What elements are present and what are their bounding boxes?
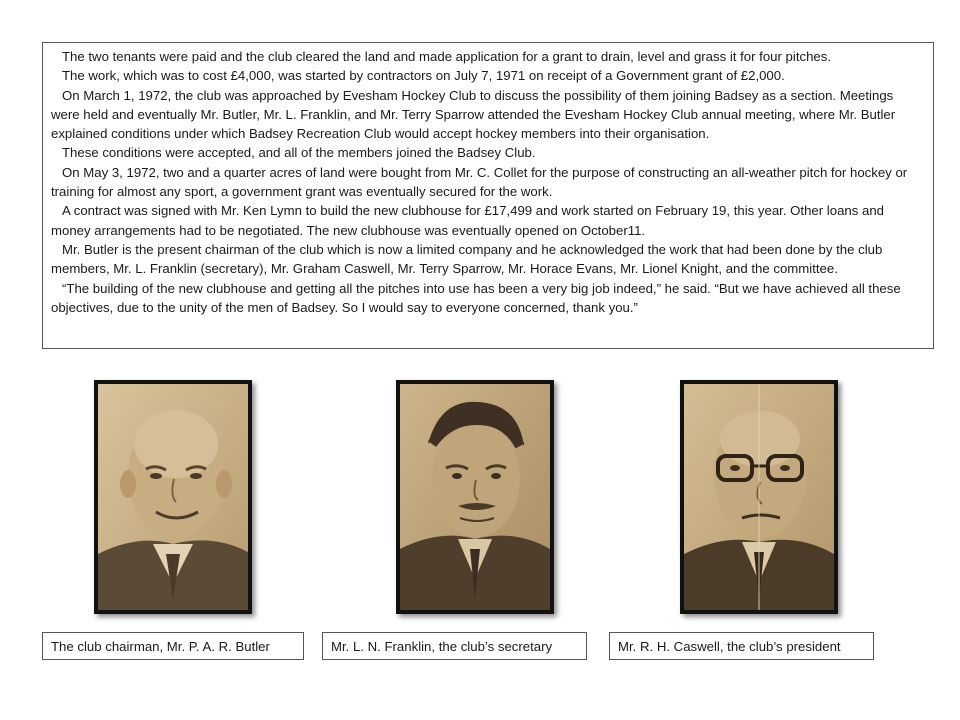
article-paragraph: These conditions were accepted, and all of the members joined the Badsey Club.: [62, 145, 536, 161]
president-portrait-image: [684, 384, 834, 610]
article-paragraph: A contract was signed with Mr. Ken Lymn to build the new clubhouse for £17,499 and work started on February 19, this year. Other loans and money arrangements had to be negotiated. The new clubhouse was eventually opened on October11.: [51, 203, 884, 238]
chairman-caption: The club chairman, Mr. P. A. R. Butler: [42, 632, 304, 660]
secretary-caption: Mr. L. N. Franklin, the club’s secretary: [322, 632, 587, 660]
president-photo: [680, 380, 838, 614]
president-caption: Mr. R. H. Caswell, the club’s president: [609, 632, 874, 660]
chairman-photo: [94, 380, 252, 614]
secretary-portrait-image: [400, 384, 550, 610]
article-paragraph: Mr. Butler is the present chairman of the club which is now a limited company and he acknowledged the work that had been done by the club members, Mr. L. Franklin (secretary), Mr. Graham Caswell, Mr. Terry Sparrow, Mr. Horace Evans, Mr. Lionel Knight, and the committee.: [51, 241, 883, 277]
chairman-portrait-image: [98, 384, 248, 610]
article-paragraph: On March 1, 1972, the club was approached by Evesham Hockey Club to discuss the possibility of them joining Badsey as a section. Meetings were held and eventually Mr. Butler, Mr. L. Franklin, and Mr. Terry Sparrow attended the Evesham Hockey Club annual meeting, where Mr. Butler explained conditions under which Badsey Recreation Club would accept hockey members into their organisation.: [51, 87, 896, 142]
secretary-photo: [396, 380, 554, 614]
article-paragraph: The two tenants were paid and the club cleared the land and made application for a grant to drain, level and grass it for four pitches.: [62, 49, 832, 64]
article-paragraph: The work, which was to cost £4,000, was started by contractors on July 7, 1971 on receipt of a Government grant of £2,000.: [62, 68, 785, 84]
article-paragraph: “The building of the new clubhouse and getting all the pitches into use has been a very big job indeed,” he said. “But we have achieved all these objectives, due to the unity of the men of Badsey. So I would say to everyone concerned, thank you.”: [51, 280, 901, 315]
article-paragraph: On May 3, 1972, two and a quarter acres of land were bought from Mr. C. Collet for the purpose of constructing an all-weather pitch for hockey or training for almost any sport, a government grant was eventually secured for the work.: [51, 164, 908, 200]
article-text-box: [42, 42, 934, 349]
